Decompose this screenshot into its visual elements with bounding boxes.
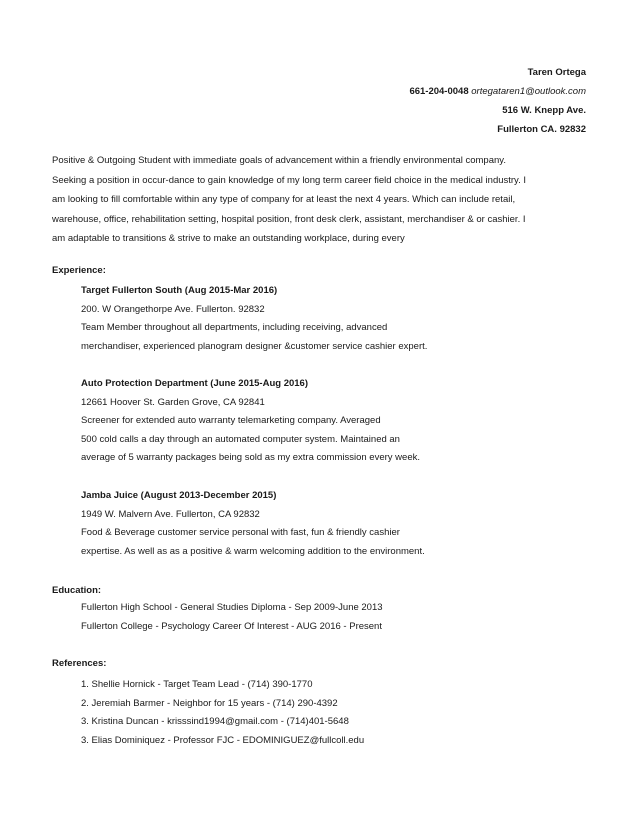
phone-number: 661-204-0048 [409,86,469,97]
job-detail-line: 1949 W. Malvern Ave. Fullerton, CA 92832 [81,508,260,520]
email-address: ortegataren1@outlook.com [471,86,586,97]
references-list [81,676,601,750]
street-address: 516 W. Knepp Ave. [502,105,586,116]
job-entry-target [81,282,601,356]
applicant-name: Taren Ortega [527,67,586,78]
job-detail-line: Screener for extended auto warranty telemarketing company. Averaged [81,415,381,426]
summary-line: Positive & Outgoing Student with immediate goals of advancement within a friendly environmental company. [52,155,506,166]
job-detail-line: 500 cold calls a day through an automated computer system. Maintained an [81,433,400,445]
contact-header [409,63,586,139]
job-title: Jamba Juice (August 2013-December 2015) [81,490,277,501]
reference-item: 1. Shellie Hornick - Target Team Lead - (714) 390-1770 [81,679,313,690]
education-heading: Education: [52,585,102,596]
contact-line [409,82,586,101]
experience-heading: Experience: [52,265,106,276]
references-heading: References: [52,658,107,669]
education-list [81,599,601,636]
job-detail-line: merchandiser, experienced planogram designer &customer service cashier expert. [81,340,428,352]
summary-line: am looking to fill comfortable within any type of company for at least the next 4 years. Which can include retail, [52,194,516,205]
summary-line: warehouse, office, rehabilitation setting, hospital position, front desk clerk, assistant, merchandiser & or cashier. I [52,213,526,225]
reference-item: 3. Elias Dominiquez - Professor FJC - EDOMINIGUEZ@fullcoll.edu [81,734,365,746]
summary-line: Seeking a position in occur-dance to gain knowledge of my long term career field choice in the medical industry. I [52,174,527,186]
job-entry-auto-protection [81,375,601,468]
education-item: Fullerton High School - General Studies Diploma - Sep 2009-June 2013 [81,602,383,613]
reference-item: 3. Kristina Duncan - krisssind1994@gmail.com - (714)401-5648 [81,716,349,727]
job-title: Target Fullerton South (Aug 2015-Mar 2016) [81,285,278,296]
job-detail-line: 12661 Hoover St. Garden Grove, CA 92841 [81,396,265,408]
job-detail-line: expertise. As well as as a positive & warm welcoming addition to the environment. [81,545,425,557]
reference-item: 2. Jeremiah Barmer - Neighbor for 15 years - (714) 290-4392 [81,697,338,709]
job-detail-line: Team Member throughout all departments, including receiving, advanced [81,322,388,333]
city-address: Fullerton CA. 92832 [497,124,586,135]
job-detail-line: 200. W Orangethorpe Ave. Fullerton. 92832 [81,303,265,315]
job-detail-line: Food & Beverage customer service personal with fast, fun & friendly cashier [81,527,400,538]
summary-line: am adaptable to transitions & strive to make an outstanding workplace, during every [52,233,405,244]
education-item: Fullerton College - Psychology Career Of Interest - AUG 2016 - Present [81,620,382,632]
job-detail-line: average of 5 warranty packages being sold as my extra commission every week. [81,452,420,463]
summary-paragraph [52,151,592,249]
job-title: Auto Protection Department (June 2015-Aug 2016) [81,378,308,389]
job-entry-jamba-juice [81,487,601,561]
